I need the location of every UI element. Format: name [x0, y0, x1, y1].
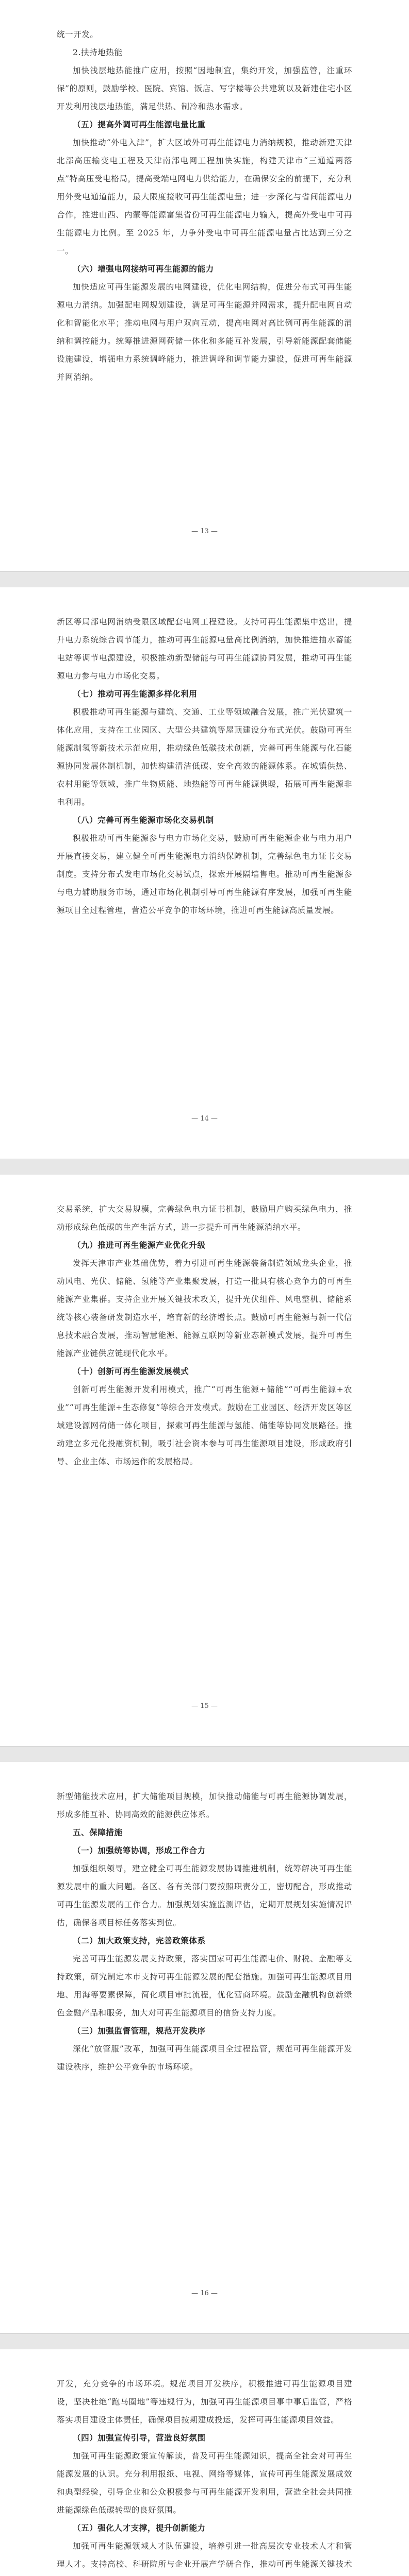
- body-paragraph: 加强组织领导，建立健全可再生能源发展协调推进机制，统筹解决可再生能源发展中的重大问题。各区、各有关部门要按照职责分工，密切配合，形成推动可再生能源发展的工作合力。加强规划实施监测评估，定期开展规划实施情况评估，确保各项目标任务落实到位。: [57, 1864, 352, 1927]
- body-paragraph: 新区等局部电网消纳受限区域配套电网工程建设。支持可再生能源集中送出，提升电力系统综合调节能力，推动可再生能源电量高比例消纳，加快推进抽水蓄能电站等调节电源建设，积极推动新型储能与可再生能源协同发展，推动可再生能源电力参与电力市场化交易。: [57, 617, 352, 681]
- body-paragraph: 积极推动可再生能源参与电力市场化交易，鼓励可再生能源企业与电力用户开展直接交易，建立健全可再生能源电力消纳保障机制，完善绿色电力证书交易制度。支持分布式发电市场化交易试点，探索开展隔墙售电。推动可再生能源参与电力辅助服务市场，通过市场化机制引导可再生能源有序发展，加强可再生能源项目全过程管理，营造公平竞争的市场环境，推进可再生能源高质量发展。: [57, 834, 352, 915]
- page-number: — 16 —: [191, 2290, 218, 2297]
- page-number: — 15 —: [191, 1702, 218, 1710]
- document-page: [0, 587, 409, 1159]
- page-gap: [0, 1159, 409, 1175]
- section-heading: （六）增强电网接纳可再生能源的能力: [73, 264, 214, 274]
- section-heading: （十）创新可再生能源发展模式: [73, 1367, 189, 1376]
- body-paragraph: 加强可再生能源政策宣传解读，普及可再生能源知识，提高全社会对可再生能源发展的认识。充分利用报纸、电视、网络等媒体，宣传可再生能源发展成效和典型经验，引导企业和公众积极参与可再生能源开发利用，营造全社会共同推进能源绿色低碳转型的良好氛围。: [57, 2451, 352, 2515]
- page-gap: [0, 2334, 409, 2349]
- sub-heading: 2.扶持地热能: [73, 48, 123, 57]
- section-heading: （八）完善可再生能源市场化交易机制: [73, 816, 214, 825]
- body-paragraph: 深化“放管服”改革，加强可再生能源项目全过程监管，规范可再生能源开发建设秩序，维护公平竞争的市场环境。: [57, 2044, 352, 2072]
- body-paragraph: 加快推动“外电入津”，扩大区域外可再生能源电力消纳规模，推动新建天津北部高压输变电工程及天津南部电网工程加快实施，构建天津市“三通道两落点”特高压受电格局，提高受端电网电力供给能力，在确保安全的前提下，充分利用外受电通道能力，最大限度接收可再生能源电量；进一步深化与省间能源电力合作，推进山西、内蒙等能源富集省份可再生能源电力输入，提高外受电中可再生能源电力比例。至 2025 年，力争外受电中可再生能源电量占比达到三分之一。: [57, 138, 352, 256]
- page-gap: [0, 1747, 409, 1762]
- section-heading: （五）提高外调可再生能源电量比重: [73, 120, 206, 129]
- body-paragraph: 统一开发。: [57, 30, 99, 39]
- body-paragraph: 积极推动可再生能源与建筑、交通、工业等领域融合发展，推广光伏建筑一体化应用，支持在工业园区、大型公共建筑等屋顶建设分布式光伏。鼓励可再生能源制氢等新技术示范应用，推动绿色低碳技术创新，完善可再生能源与化石能源协同发展体制机制，加快构建清洁低碳、安全高效的能源体系。在城镇供热、农村用能等领域，推广生物质能、地热能等可再生能源供暖，拓展可再生能源非电利用。: [57, 707, 352, 807]
- body-paragraph: 创新可再生能源开发利用模式，推广“可再生能源+储能”“可再生能源+农业”“可再生能源+生态修复”等综合开发模式。鼓励在工业园区、经济开发区等区域建设源网荷储一体化项目，探索可再生能源与氢能、储能等协同发展路径。推动建立多元化投融资机制，吸引社会资本参与可再生能源项目建设，形成政府引导、企业主体、市场运作的发展格局。: [57, 1385, 352, 1466]
- page-gap: [0, 572, 409, 587]
- section-heading: （一）加强统筹协调，形成工作合力: [73, 1846, 206, 1855]
- section-heading: （七）推动可再生能源多样化利用: [73, 689, 198, 699]
- body-paragraph: 开发，充分竞争的市场环境。规范项目开发秩序，积极推进可再生能源项目建设，坚决杜绝“跑马圈地”等违规行为，加强可再生能源项目事中事后监管，严格落实项目建设主体责任，确保项目按期建成投运，发挥可再生能源项目效益。: [57, 2379, 352, 2425]
- body-paragraph: 交易系统，扩大交易规模，完善绿色电力证书机制，鼓励用户购买绿色电力，推动形成绿色低碳的生产生活方式，进一步提升可再生能源消纳水平。: [57, 1205, 352, 1232]
- section-heading: （五）强化人才支撑，提升创新能力: [73, 2523, 206, 2533]
- body-paragraph: 完善可再生能源发展支持政策，落实国家可再生能源电价、财税、金融等支持政策，研究制定本市支持可再生能源发展的配套措施。加强可再生能源项目用地、用海等要素保障，简化项目审批流程，优化营商环境。鼓励金融机构创新绿色金融产品和服务，加大对可再生能源项目的信贷支持力度。: [57, 1954, 352, 2018]
- document-page: [0, 0, 409, 572]
- page-number: — 14 —: [191, 1115, 218, 1123]
- section-heading: （四）加强宣传引导，营造良好氛围: [73, 2433, 206, 2443]
- document-page: [0, 2349, 409, 2576]
- document-page: [0, 1762, 409, 2334]
- body-paragraph: 加快浅层地热能推广应用，按照“因地制宜，集约开发，加强监管，注重环保”的原则，鼓励学校、医院、宾馆、饭店、写字楼等公共建筑以及新建住宅小区开发利用浅层地热能，满足供热、制冷和热水需求。: [57, 66, 352, 111]
- body-paragraph: 新型储能技术应用，扩大储能项目规模，加快推动储能与可再生能源协调发展，形成多能互补、协同高效的能源供应体系。: [57, 1792, 352, 1819]
- page-number: — 13 —: [191, 528, 218, 535]
- section-heading: （九）推进可再生能源产业优化升级: [73, 1241, 206, 1250]
- body-paragraph: 发挥天津市产业基础优势，着力引进可再生能源装备制造领域龙头企业，推动风电、光伏、储能、氢能等产业集聚发展，打造一批具有核心竞争力的可再生能源产业集群。支持企业开展关键技术攻关，提升光伏组件、风电整机、储能系统等核心装备研发制造水平，培育新的经济增长点。鼓励可再生能源与新一代信息技术融合发展，推动智慧能源、能源互联网等新业态新模式发展，提升可再生能源产业链供应链现代化水平。: [57, 1259, 352, 1358]
- document-page: [0, 1175, 409, 1747]
- body-paragraph: 加快适应可再生能源发展的电网建设，优化电网结构，促进分布式可再生能源电力消纳。加强配电网规划建设，满足可再生能源并网需求，提升配电网自动化和智能化水平；推动电网与用户双向互动，提高电网对高比例可再生能源的消纳和调控能力。统筹推进源网荷储一体化和多能互补发展，引导新能源配套储能设施建设，增强电力系统调峰能力，推进调峰和调节能力建设，促进可再生能源并网消纳。: [57, 282, 352, 382]
- section-heading: （三）加强监督管理，规范开发秩序: [73, 2026, 206, 2036]
- body-paragraph: 加强可再生能源领域人才队伍建设，培养引进一批高层次专业技术人才和管理人才。支持高校、科研院所与企业开展产学研合作，推动可再生能源关键技术: [57, 2541, 352, 2569]
- section-heading: 五、保障措施: [73, 1828, 123, 1837]
- section-heading: （二）加大政策支持，完善政策体系: [73, 1936, 206, 1945]
